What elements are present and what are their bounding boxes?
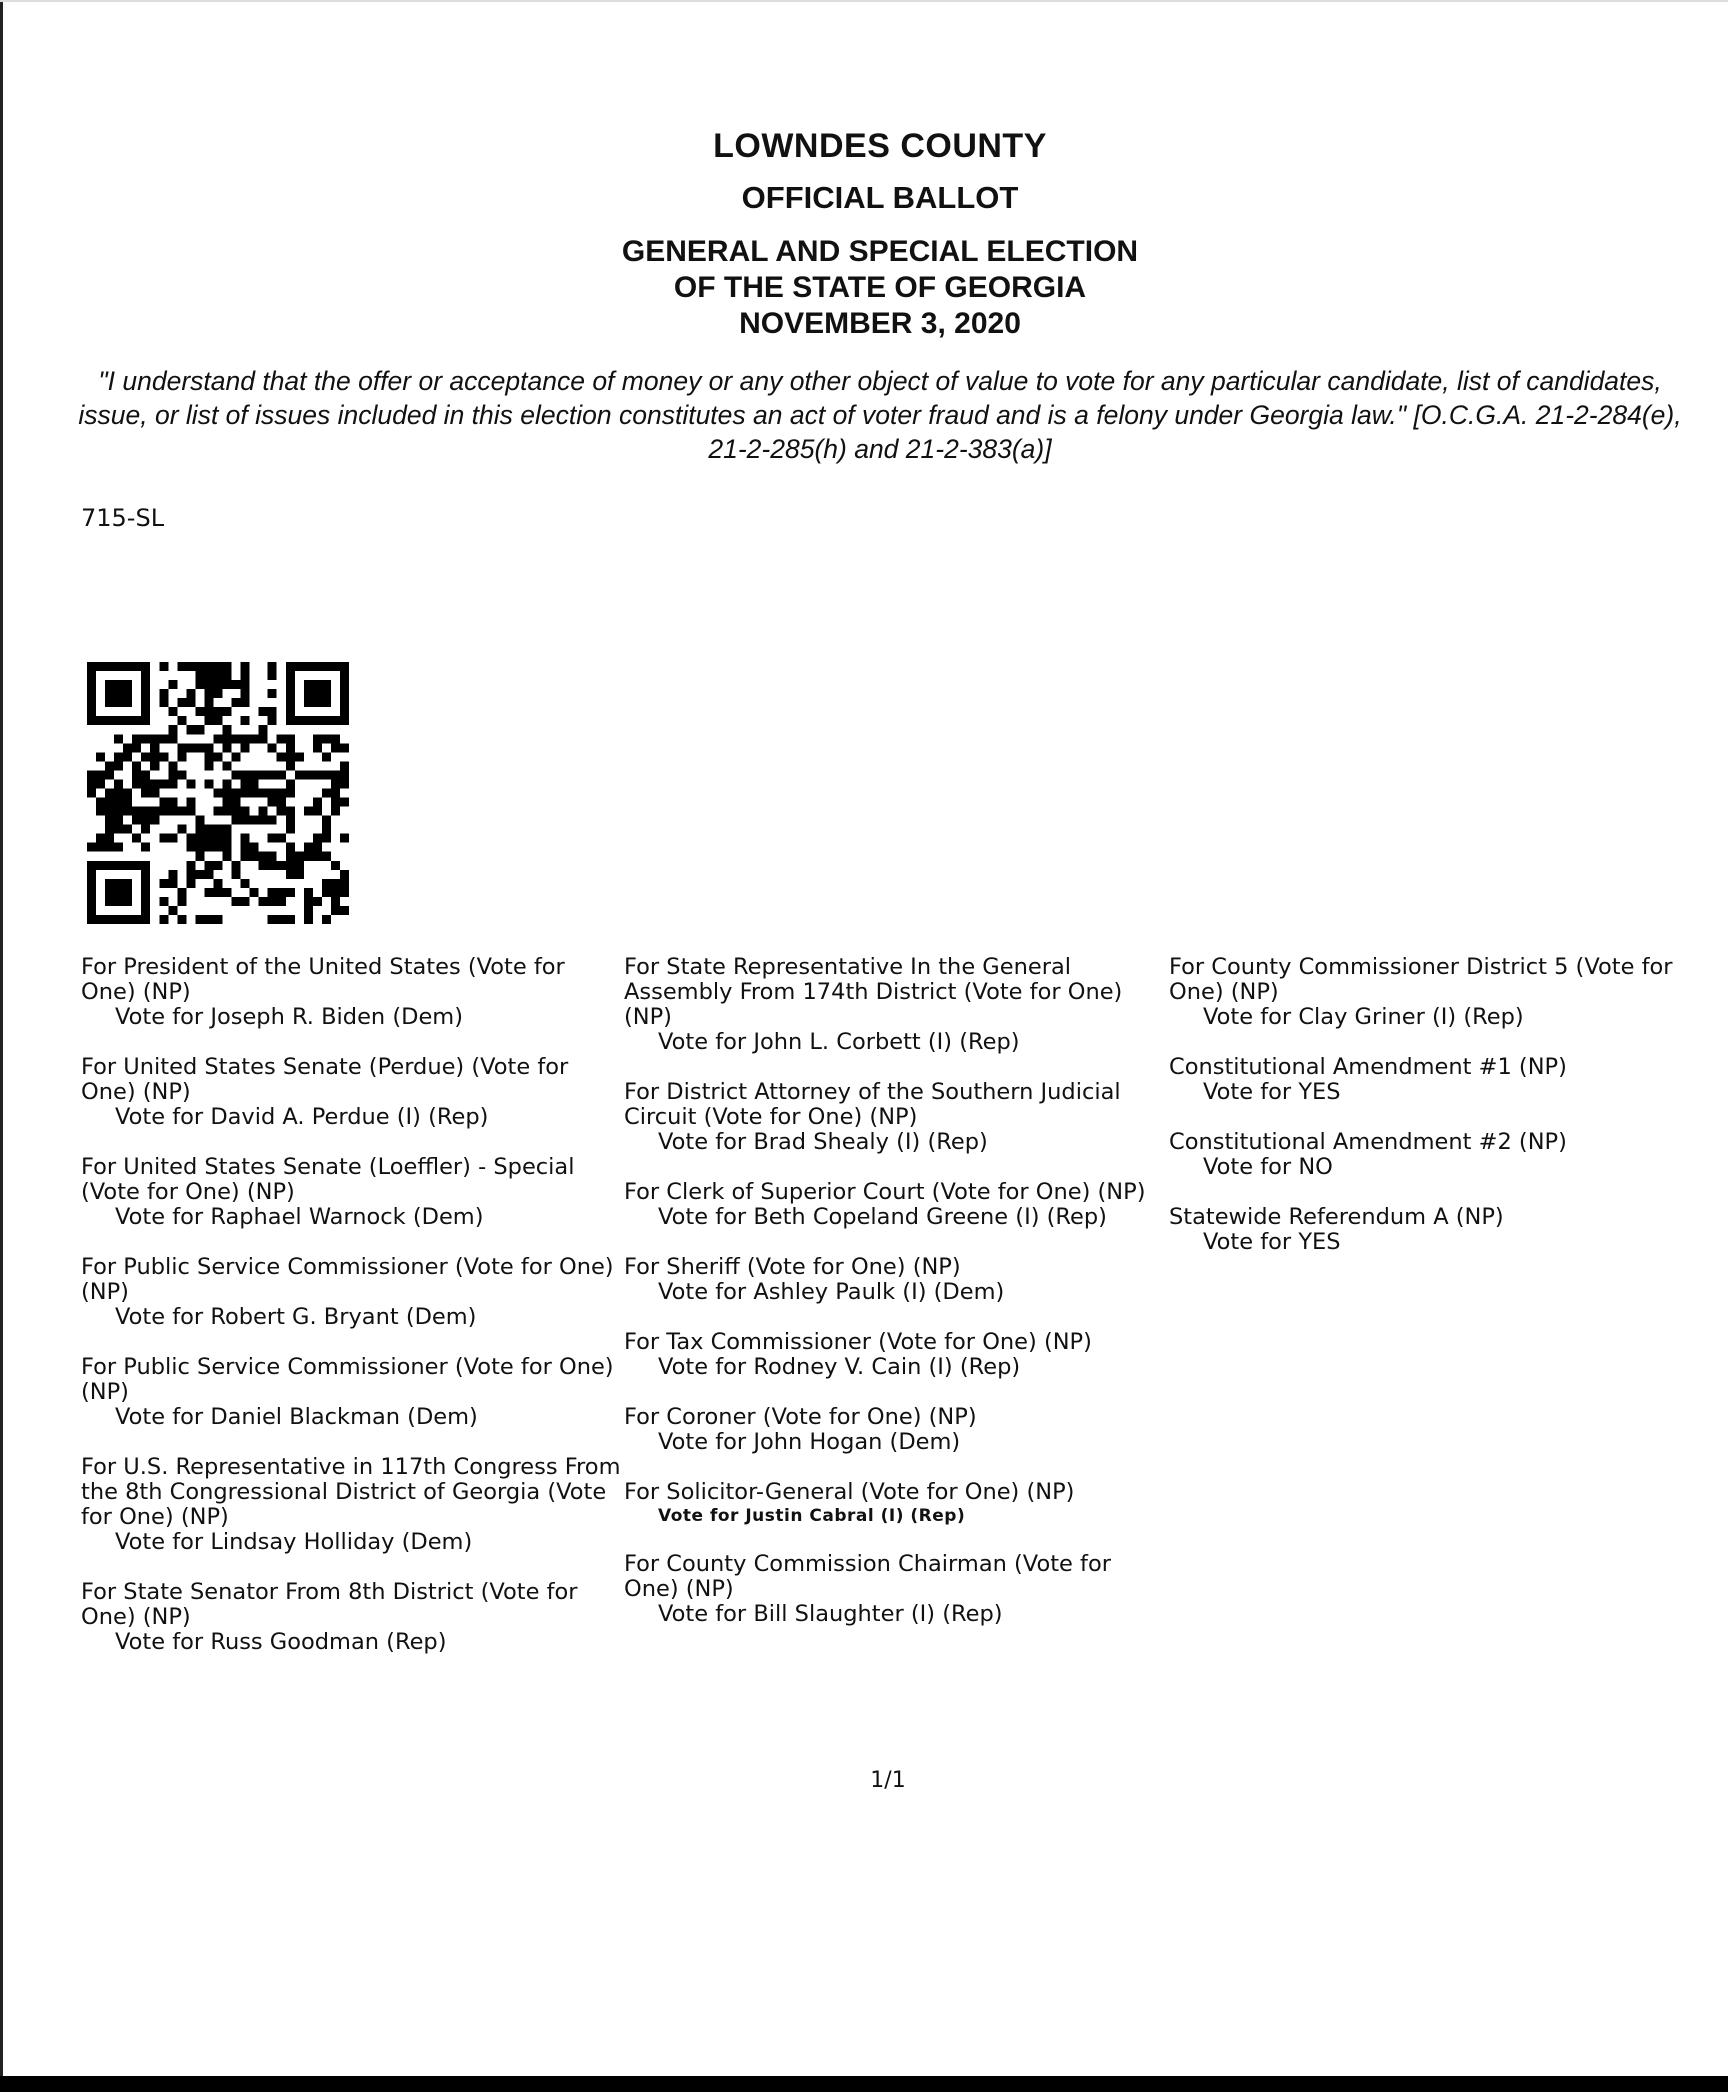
contest-title: For Sheriff (Vote for One) (NP) [624, 1254, 961, 1280]
contest-vote: Vote for Beth Copeland Greene (I) (Rep) [658, 1204, 1107, 1230]
contest-item [624, 1255, 1164, 1305]
contest-title: Constitutional Amendment #1 (NP) [1169, 1054, 1567, 1080]
contest-vote: Vote for Justin Cabral (I) (Rep) [658, 1506, 966, 1526]
ballot-header [0, 122, 1728, 342]
contest-item [81, 955, 621, 1030]
contest-item [624, 1330, 1164, 1380]
contest-item [1169, 1055, 1728, 1105]
contest-item [624, 1405, 1164, 1455]
contest-item [81, 1455, 621, 1555]
contest-item [81, 1155, 621, 1230]
contest-title: For Solicitor-General (Vote for One) (NP) [624, 1479, 1075, 1505]
contest-title: For County Commission Chairman (Vote for One) (NP) [624, 1551, 1111, 1602]
contest-item [81, 1355, 621, 1430]
contest-vote: Vote for Raphael Warnock (Dem) [115, 1204, 484, 1230]
contest-vote: Vote for Robert G. Bryant (Dem) [115, 1304, 477, 1330]
contest-title: For State Representative In the General Assembly From 174th District (Vote for One) (NP) [624, 954, 1123, 1030]
contest-title: For County Commissioner District 5 (Vote for One) (NP) [1169, 954, 1673, 1005]
contest-vote: Vote for Clay Griner (I) (Rep) [1203, 1004, 1524, 1030]
election-title [0, 234, 1728, 342]
contest-vote: Vote for Brad Shealy (I) (Rep) [658, 1129, 988, 1155]
contest-item [81, 1580, 621, 1655]
contest-column-2 [624, 955, 1164, 1652]
contest-title: For Clerk of Superior Court (Vote for One) (NP) [624, 1179, 1146, 1205]
contest-vote: Vote for Russ Goodman (Rep) [115, 1629, 447, 1655]
contest-item [624, 1180, 1164, 1230]
contest-item [1169, 1205, 1728, 1255]
contest-item [81, 1055, 621, 1130]
contest-item [624, 1480, 1164, 1527]
contest-title: For United States Senate (Loeffler) - Special (Vote for One) (NP) [81, 1154, 575, 1205]
contest-vote: Vote for John L. Corbett (I) (Rep) [658, 1029, 1020, 1055]
contest-title: For Public Service Commissioner (Vote for One) (NP) [81, 1354, 614, 1405]
page-edge-bottom [0, 2076, 1728, 2092]
qr-code [80, 662, 356, 924]
contest-title: For U.S. Representative in 117th Congress From the 8th Congressional District of Georgia (Vote for One) (NP) [81, 1454, 621, 1530]
contest-title: Constitutional Amendment #2 (NP) [1169, 1129, 1567, 1155]
contest-vote: Vote for Lindsay Holliday (Dem) [115, 1529, 473, 1555]
contest-column-3 [1169, 955, 1728, 1280]
contest-vote: Vote for YES [1203, 1079, 1341, 1105]
election-line-2: OF THE STATE OF GEORGIA [673, 271, 1087, 304]
contest-item [624, 955, 1164, 1055]
contest-vote: Vote for John Hogan (Dem) [658, 1429, 961, 1455]
contest-title: Statewide Referendum A (NP) [1169, 1204, 1504, 1230]
contest-item [624, 1080, 1164, 1155]
contest-vote: Vote for Joseph R. Biden (Dem) [115, 1004, 463, 1030]
contest-vote: Vote for Ashley Paulk (I) (Dem) [658, 1279, 1005, 1305]
ballot-type: OFFICIAL BALLOT [741, 180, 1019, 215]
contest-vote: Vote for David A. Perdue (I) (Rep) [115, 1104, 489, 1130]
contest-title: For Coroner (Vote for One) (NP) [624, 1404, 977, 1430]
contest-column-1 [81, 955, 621, 1680]
contest-vote: Vote for Rodney V. Cain (I) (Rep) [658, 1354, 1021, 1380]
election-line-1: GENERAL AND SPECIAL ELECTION [621, 235, 1139, 268]
contest-item [81, 1255, 621, 1330]
contest-title: For United States Senate (Perdue) (Vote for One) (NP) [81, 1054, 569, 1105]
election-date: NOVEMBER 3, 2020 [739, 307, 1021, 340]
contest-title: For State Senator From 8th District (Vote for One) (NP) [81, 1579, 578, 1630]
contest-vote: Vote for NO [1203, 1154, 1333, 1180]
county-title: LOWNDES COUNTY [713, 127, 1047, 165]
contest-title: For Public Service Commissioner (Vote for One) (NP) [81, 1254, 614, 1305]
contest-title: For President of the United States (Vote for One) (NP) [81, 954, 565, 1005]
contest-title: For Tax Commissioner (Vote for One) (NP) [624, 1329, 1092, 1355]
page-edge-top [0, 0, 1728, 2]
contest-vote: Vote for Daniel Blackman (Dem) [115, 1404, 478, 1430]
page-number: 1/1 [870, 1768, 906, 1793]
contest-vote: Vote for YES [1203, 1229, 1341, 1255]
contest-title: For District Attorney of the Southern Judicial Circuit (Vote for One) (NP) [624, 1079, 1121, 1130]
contest-item [624, 1552, 1164, 1627]
contest-vote: Vote for Bill Slaughter (I) (Rep) [658, 1601, 1003, 1627]
ballot-code: 715-SL [81, 504, 165, 532]
contest-item [1169, 955, 1728, 1030]
voter-oath: "I understand that the offer or acceptance of money or any other object of value to vote for any particular candidate, list of candidates, issue, or list of issues included in this election constitutes an act of voter fraud and is a felony under Georgia law." [O.C.G.A. 21-2-284(e), 21-2-285(h) and 21-2-383(a)] [78, 366, 1682, 464]
contest-item [1169, 1130, 1728, 1180]
